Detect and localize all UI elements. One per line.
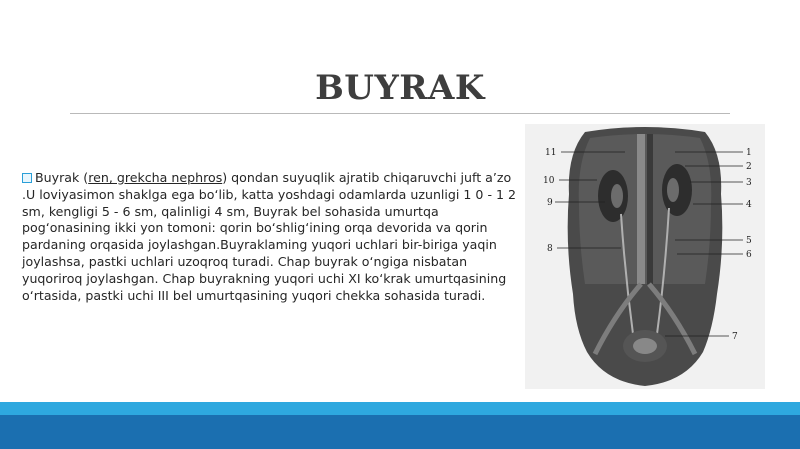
figure-label-6: 6 — [746, 250, 752, 260]
footer-accent-bar — [0, 402, 800, 415]
figure-label-3: 3 — [746, 178, 752, 188]
figure-label-5: 5 — [746, 236, 752, 246]
slide-title: BUYRAK — [315, 68, 485, 108]
figure-label-11: 11 — [545, 148, 557, 158]
figure-label-10: 10 — [543, 176, 555, 186]
footer-bar — [0, 415, 800, 449]
figure-label-1: 1 — [746, 148, 752, 158]
body-paragraph — [22, 170, 524, 304]
figure-label-7: 7 — [732, 332, 738, 342]
term-link[interactable]: ren, grekcha nephros — [88, 170, 223, 185]
paragraph-start: Buyrak ( — [35, 170, 89, 185]
figure-label-8: 8 — [547, 244, 553, 254]
figure-label-9: 9 — [547, 198, 553, 208]
bullet-icon — [22, 173, 32, 183]
kidney-anatomy-figure — [525, 124, 765, 389]
figure-label-2: 2 — [746, 162, 752, 172]
figure-label-4: 4 — [746, 200, 752, 210]
paragraph-rest: ) qondan suyuqlik ajratib chiqaruvchi juft a’zo .U loviyasimon shaklga ega bo‘lib, katta yoshdagi odamlarda uzunligi 1 0 - 1 2 sm, kengligi 5 - 6 sm, qalinligi 4 sm, Buyrak bel sohasida umurtqa pog‘onasining ikki yon tomoni: qorin bo‘shlig‘ining orqa devorida va qorin pardaning orqasida joylashgan.Buyraklaming yuqori uchlari bir-biriga yaqin joylashsa, pastki uchlari uzoqroq turadi. Chap buyrak o‘ngiga nisbatan yuqoriroq joylashgan. Chap buyrakning yuqori uchi XI ko‘krak umurtqasining o‘rtasida, pastki uchi III bel umurtqasining yuqori chekka sohasida turadi. — [22, 170, 517, 303]
title-divider — [70, 113, 730, 114]
